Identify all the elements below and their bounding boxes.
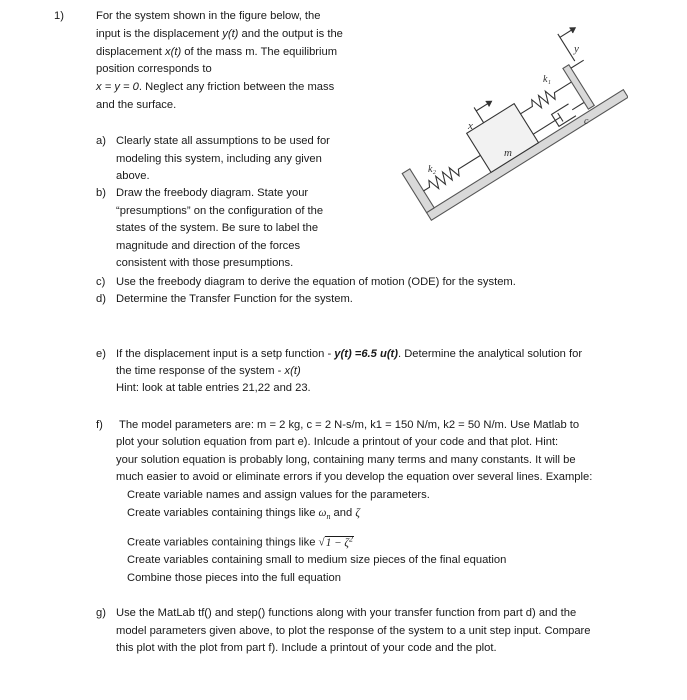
label-k1: k₁ [543,74,551,85]
part-d-line: Determine the Transfer Function for the system. [116,293,353,305]
part-letter: d) [96,293,106,305]
part-e-line: If the displacement input is a setp function - y(t) =6.5 u(t). Determine the analytical solution for [116,348,583,360]
part-b-line: magnitude and direction of the forces [116,240,301,252]
part-b-line: Draw the freebody diagram. State your [116,187,309,199]
part-g-line: this plot with the plot from part f). Include a printout of your code and the plot. [116,642,497,654]
y-reference-line [571,60,584,68]
part-g-line: model parameters given above, to plot the response of the system to a unit step input. Compare [116,625,591,637]
part-letter: b) [96,187,106,199]
label-m: m [504,147,512,159]
part-letter: c) [96,276,106,288]
part-f-sub: Create variables containing things like $\omega_n$ and ζ [127,507,360,522]
label-y: y [574,43,579,55]
intro-line: displacement x(t) of the mass m. The equilibrium [96,46,338,58]
part-f-sub: Create variable names and assign values for the parameters. [127,489,430,501]
omega-n-symbol: $\omega_n$ [318,507,331,522]
label-c: c [584,116,589,127]
mass-spring-damper-figure [388,6,628,238]
part-f-sub: Create variables containing small to medium size pieces of the final equation [127,554,507,566]
part-b-line: “presumptions” on the configuration of the [116,205,324,217]
sqrt-expression: $√1 - \zeta^2$ [318,534,353,549]
label-x: x [468,120,473,132]
part-b-line: states of the system. Be sure to label the [116,222,319,234]
intro-line: position corresponds to [96,63,212,75]
part-e-hint: Hint: look at table entries 21,22 and 23. [116,382,311,394]
part-b-line: consistent with those presumptions. [116,257,294,269]
mass-block [467,104,539,173]
part-a-line: modeling this system, including any given [116,153,322,165]
part-f-line: much easier to avoid or eliminate errors if you develop the equation over several lines. Example: [116,471,593,483]
intro-line: x = y = 0. Neglect any friction between the mass [96,81,335,93]
intro-line: input is the displacement y(t) and the output is the [96,28,343,40]
part-c-line: Use the freebody diagram to derive the equation of motion (ODE) for the system. [116,276,516,288]
y-arrow [558,34,575,61]
problem-number: 1) [54,10,64,22]
part-letter: e) [96,348,106,360]
intro-line: For the system shown in the figure below, the [96,10,321,22]
input-bar [563,65,594,109]
part-f-line: plot your solution equation from part e). Inlcude a printout of your code and that plot. Hint: [116,436,559,448]
zeta-symbol: ζ [355,507,360,519]
part-a-line: above. [116,170,150,182]
part-e-line: the time response of the system - x(t) [116,365,301,377]
part-f-line: The model parameters are: m = 2 kg, c = 2 N-s/m, k1 = 150 N/m, k2 = 50 N/m. Use Matlab to [119,419,580,431]
part-f-sub: Combine those pieces into the full equation [127,572,341,584]
part-f-line: your solution equation is probably long, containing many terms and many constants. It will be [116,454,576,466]
part-letter: a) [96,135,106,147]
intro-line: and the surface. [96,99,177,111]
step-input-expression: y(t) =6.5 u(t) [334,348,398,360]
part-a-line: Clearly state all assumptions to be used for [116,135,330,147]
part-letter: f) [96,419,103,431]
part-g-line: Use the MatLab tf() and step() functions along with your transfer function from part d) and the [116,607,577,619]
label-k2: k₂ [428,164,436,175]
part-letter: g) [96,607,106,619]
part-f-sub: Create variables containing things like $√1 - \zeta^2$ [127,534,353,549]
left-wall [402,169,434,213]
